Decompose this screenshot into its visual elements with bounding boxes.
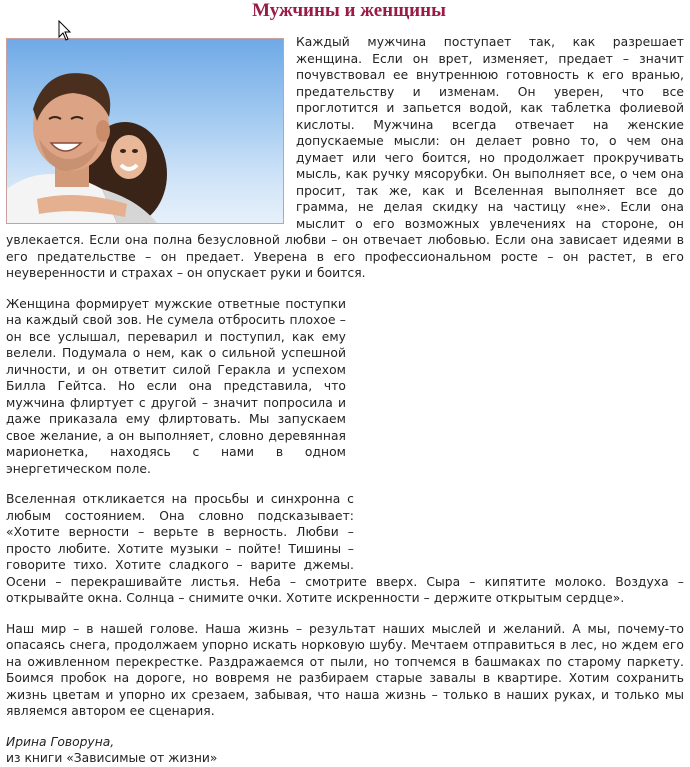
- couple-photo-illustration: [7, 39, 283, 223]
- page-title: Мужчины и женщины: [252, 0, 446, 21]
- paragraph-2: Женщина формирует мужские ответные поступки на каждый свой зов. Не сумела отбросить плохое – он все услышал, переварил и поступил, как ему велели. Подумала о нем, как о сильной успешной личности, и он ответит силой Геракла и успехом Билла Гейтса. Но если она представила, что мужчина флиртует с другой – значит попросила и даже приказала ему флиртовать. Мы запускаем свое желание, а он выполняет, словно деревянная марионетка, находясь с нами в одном энергетическом поле.: [6, 296, 346, 476]
- author-name: Ирина Говоруна,: [6, 734, 115, 749]
- paragraph-4: Наш мир – в нашей голове. Наша жизнь – результат наших мыслей и желаний. А мы, почему-то опасаясь снега, продолжаем упорно искать норковую шубу. Мечтаем отправиться в лес, но ждем его на оживленном перекрестке. Раздражаемся от пыли, но топчемся в башмаках по старому паркету. Боимся пробок на дороге, но вовремя не разбираем старые завалы в квартире. Хотим сохранить жизнь цветам и упорно их срезаем, забывая, что наша жизнь – только в наших руках, и только мы являемся автором ее сценария.: [6, 621, 684, 718]
- layout-spacer: [354, 491, 684, 573]
- article: [6, 0, 684, 767]
- couple-photo: [6, 38, 284, 224]
- book-source: из книги «Зависимые от жизни»: [6, 751, 218, 765]
- paragraph-3: Вселенная откликается на просьбы и синхронна с любым состоянием. Она словно подсказывает: «Хотите верности – верьте в верность. Любви – просто любите. Хотите музыки – пойте! Тишины – говорите тихо. Хотите сладкого – варите джемы. Осени – перекрашивайте листья. Неба – смотрите вверх. Сыра – кипятите молоко. Воздуха – открывайте окна. Солнца – снимите очки. Хотите искренности – держите открытым сердце».: [6, 492, 684, 605]
- paragraph-1: Каждый мужчина поступает так, как разрешает женщина. Если он врет, изменяет, предает – значит почувствовал ее внутреннюю готовность к его вранью, предательству и изменам. Он уверен, что все проглотится и запьется водой, как таблетка фолиевой кислоты. Мужчина всегда отвечает на женские допускаемые мысли: он делает ровно то, о чем она думает или чего боится, но продолжает прокручивать мысль, как ручку мясорубки. Он выполняет все, о чем она просит, так же, как и Вселенная выполняет все до грамма, не делая скидку на частицу «не». Если она мыслит о его возможных увлечениях на стороне, он увлекается. Если она полна безусловной любви – он отвечает любовью. Если она зависает идеями в его предательстве – он предает. Уверена в его профессиональном росте – он растет, в его неуверенности и страхах – он опускает руки и боится.: [6, 35, 684, 280]
- mouse-cursor-icon: [58, 20, 72, 42]
